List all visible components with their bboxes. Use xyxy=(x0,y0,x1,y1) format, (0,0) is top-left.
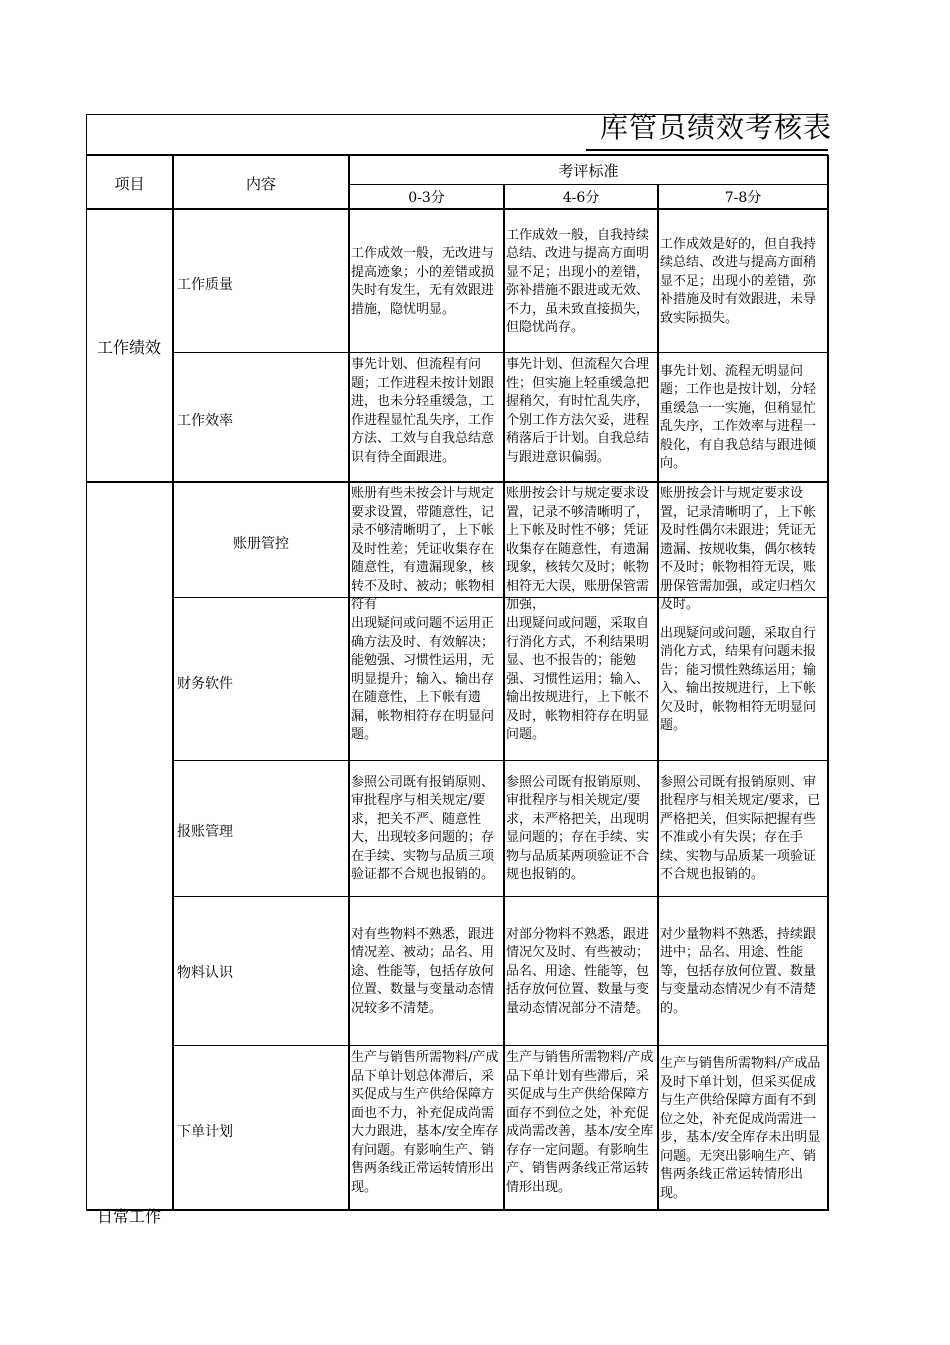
col-line-content xyxy=(348,155,350,1211)
row-software-score2 xyxy=(506,601,656,759)
category-performance: 工作绩效 xyxy=(97,338,162,357)
cell-text: 对有些物料不熟悉，跟进情况差、被动；品名、用途、性能等，包括存放何位置、数量与变量动态情况较多不清楚。 xyxy=(351,926,495,1016)
row-line-2 xyxy=(86,481,828,483)
header-score-7-8: 7-8分 xyxy=(724,190,762,206)
cell-text: 账册有些未按会计与规定要求设置，带随意性，记录不够清晰明了，上下帐及时性差；凭证收集存在随意性，有遗漏现象，核转不及时、被动；帐物相符有 xyxy=(351,486,495,612)
row-line-1 xyxy=(172,352,828,353)
row-item-efficiency: 工作效率 xyxy=(177,413,233,429)
header-criteria: 考评标准 xyxy=(558,162,619,180)
row-ordering-score3 xyxy=(660,1049,825,1209)
col-line-score2 xyxy=(657,184,659,1211)
frame-left-line xyxy=(86,114,87,1210)
row-ledger-score3 xyxy=(660,485,825,612)
cell-text: 工作成效一般，无改进与提高迹象；小的差错或损失时有发生，无有效跟进措施，隐忧明显。 xyxy=(351,246,495,317)
header-score-4-6: 4-6分 xyxy=(562,190,600,206)
row-software-score1 xyxy=(351,601,501,759)
cell-text: 事先计划、但流程有问题；工作进程未按计划跟进，也未分轻重缓急，工作进程显忙乱失序，工作方法、工效与自我总结意识有待全面跟进。 xyxy=(351,357,495,465)
cell-text: 账册按会计与规定要求设置，记录清晰明了，上下帐及时性偶尔未跟进；凭证无遗漏、按规收集，偶尔核转不及时；帐物相符无误，账册保管需加强，或定归档欠及时。 xyxy=(660,486,817,612)
cell-text: 参照公司既有报销原则、审批程序与相关规定/要求，已严格把关，但实际把握有些不准或小有失误；存在手续、实物与品质某一项验证不合规也报销的。 xyxy=(660,774,821,882)
scores-header-line xyxy=(349,184,828,185)
row-materials-score2 xyxy=(506,900,656,1044)
cell-text: 参照公司既有报销原则、审批程序与相关规定/要求，把关不严、随意性大，出现较多问题的；存在手续、实物与品质三项验证都不合规也报销的。 xyxy=(351,774,495,882)
row-item-reimbursement: 报账管理 xyxy=(177,824,233,840)
col-line-project xyxy=(172,155,174,1211)
header-top-line xyxy=(86,154,828,156)
header-content: 内容 xyxy=(245,175,276,193)
row-item-ordering: 下单计划 xyxy=(177,1124,233,1140)
col-line-score1 xyxy=(503,184,505,1211)
cell-text: 对部分物料不熟悉，跟进情况欠及时、有些被动；品名、用途、性能等，包括存放何位置、数量与变量动态情况部分不清楚。 xyxy=(506,926,650,1016)
page-title: 库管员绩效考核表 xyxy=(600,111,833,144)
header-score-0-3: 0-3分 xyxy=(408,190,445,206)
cell-text: 出现疑问或问题，采取自行消化方式，结果有问题未报告；能习惯性熟练运用；输入、输出按规进行，上下帐欠及时，帐物相符无明显问题。 xyxy=(660,625,817,733)
row-materials-score3 xyxy=(660,900,825,1044)
frame-right-line xyxy=(827,155,829,1211)
row-item-quality: 工作质量 xyxy=(177,277,233,293)
row-line-6 xyxy=(172,1045,828,1046)
cell-text: 事先计划、流程无明显问题；工作也是按计划，分轻重缓急一一实施，但稍显忙乱失序，工作效率与进程一般化，有自我总结与跟进倾向。 xyxy=(660,363,817,471)
cell-text: 生产与销售所需物料/产成品及时下单计划，但采买促成与生产供给保障方面有不到位之处，补充促成尚需进一步，基本/安全库存未出明显问题。无突出影响生产、销售两条线正常运转情形出现。 xyxy=(660,1056,821,1201)
row-software-score3 xyxy=(660,601,825,759)
row-efficiency-score2 xyxy=(506,356,656,480)
row-materials-score1 xyxy=(351,900,501,1044)
cell-text: 生产与销售所需物料/产成品下单计划总体滞后，采买促成与生产供给保障方面也不力，补充促成尚需大力跟进，基本/安全库存有问题。有影响生产、销售两条线正常运转情形出现。 xyxy=(351,1050,499,1195)
row-reimbursement-score1 xyxy=(351,763,501,895)
row-ordering-score2 xyxy=(506,1049,656,1209)
cell-text: 工作成效是好的，但自我持续总结、改进与提高方面稍显不足；出现小的差错，弥补措施及时有效跟进，未导致实际损失。 xyxy=(660,236,817,326)
row-item-software: 财务软件 xyxy=(177,676,233,692)
row-item-ledger: 账册管控 xyxy=(233,536,289,552)
row-efficiency-score1 xyxy=(351,356,501,480)
row-item-materials: 物料认识 xyxy=(177,965,233,981)
cell-text: 对少量物料不熟悉，持续跟进中；品名、用途、性能等，包括存放何位置、数量与变量动态情况少有不清楚的。 xyxy=(660,926,817,1016)
cell-text: 出现疑问或问题，采取自行消化方式，不利结果明显、也不报告的；能勉强、习惯性运用；输入、输出按规进行，上下帐不及时，帐物相符存在明显问题。 xyxy=(506,616,650,743)
row-quality-score2 xyxy=(506,213,656,351)
row-quality-score1 xyxy=(351,213,501,351)
row-reimbursement-score3 xyxy=(660,763,825,895)
row-ordering-score1 xyxy=(351,1049,501,1209)
cell-text: 出现疑问或问题不运用正确方法及时、有效解决；能勉强、习惯性运用，无明显提升；输入、输出存在随意性，上下帐有遗漏，帐物相符存在明显问题。 xyxy=(351,616,495,743)
category-daily: 日常工作 xyxy=(97,1207,162,1226)
row-ledger-score2 xyxy=(506,485,656,612)
cell-text: 参照公司既有报销原则、审批程序与相关规定/要求，未严格把关，出现明显问题的；存在手续、实物与品质某两项验证不合规也报销的。 xyxy=(506,774,650,882)
cell-text: 生产与销售所需物料/产成品下单计划有些滞后，采买促成与生产供给保障方面存不到位之处，补充促成尚需改善，基本/安全库存存一定问题。有影响生产、销售两条线正常运转情形出现。 xyxy=(506,1050,654,1195)
title-underline xyxy=(586,149,828,151)
row-efficiency-score3 xyxy=(660,356,825,480)
row-reimbursement-score2 xyxy=(506,763,656,895)
cell-text: 工作成效一般，自我持续总结、改进与提高方面明显不足；出现小的差错，弥补措施不跟进或无效、不力，虽未致直接损失，但隐忧尚存。 xyxy=(506,227,650,335)
row-line-5 xyxy=(172,896,828,897)
row-ledger-score1 xyxy=(351,485,501,612)
cell-text: 账册按会计与规定要求设置，记录不够清晰明了，上下帐及时性不够；凭证收集存在随意性，有遗漏现象，核转欠及时；帐物相符无大误，账册保管需加强， xyxy=(506,486,650,612)
cell-text: 事先计划、但流程欠合理性；但实施上轻重缓急把握稍欠，有时忙乱失序，个别工作方法欠妥，进程稍落后于计划。自我总结与跟进意识偏弱。 xyxy=(506,357,650,465)
table-bottom-line xyxy=(86,1209,828,1211)
row-line-3 xyxy=(172,597,828,598)
header-project: 项目 xyxy=(114,175,145,193)
row-line-4 xyxy=(172,760,828,761)
header-bottom-line xyxy=(86,208,828,210)
row-quality-score3 xyxy=(660,213,825,351)
